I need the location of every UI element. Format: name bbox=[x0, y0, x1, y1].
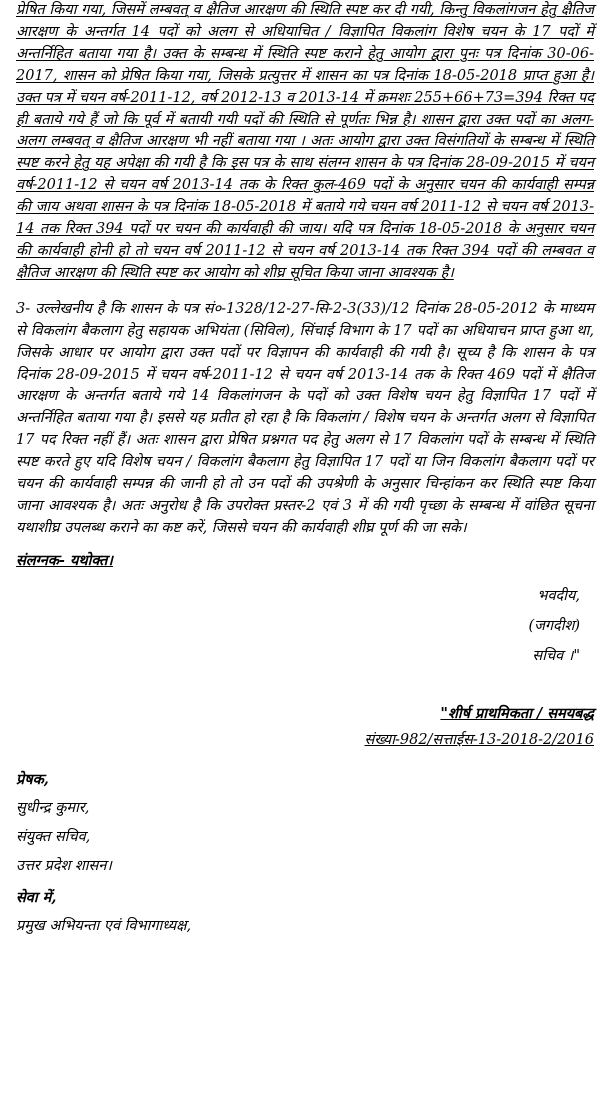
closing-salutation: भवदीय, bbox=[537, 587, 580, 604]
signature-block bbox=[16, 581, 594, 671]
sender-line: उत्तर प्रदेश शासन। bbox=[16, 857, 112, 874]
recipient-line: प्रमुख अभियन्ता एवं विभागाध्यक्ष, bbox=[16, 917, 192, 934]
paragraph-continued: प्रेषित किया गया, जिसमें लम्बवत् व क्षैतिज आरक्षण की स्थिति स्पष्ट कर दी गयी, किन्तु विकलांगजन हेतु क्षैतिज आरक्षण के अन्तर्गत 14 पदों को अलग से अधियाचित / विज्ञापित विकलांग विशेष चयन के 17 पदों में अन्तर्निहित बताया गया है। उक्त के सम्बन्ध में स्थिति स्पष्ट कराने हेतु आयोग द्वारा पुनः पत्र दिनांक 30-06-2017, शासन को प्रेषित किया गया, जिसके प्रत्युत्तर में शासन का पत्र दिनांक 18-05-2018 प्राप्त हुआ है। उक्त पत्र में चयन वर्ष-2011-12, वर्ष 2012-13 व 2013-14 में क्रमशः 255+66+73=394 रिक्त पद ही बताये गये हैं जो कि पूर्व में बतायी गयी पदों की स्थिति से पूर्णतः भिन्न है। शासन द्वारा उक्त पदों का अलग-अलग लम्बवत् व क्षैतिज आरक्षण भी नहीं बताया गया । अतः आयोग द्वारा उक्त विसंगतियों के सम्बन्ध में स्थिति स्पष्ट करने हेतु यह अपेक्षा की गयी है कि इस पत्र के साथ संलग्न शासन के पत्र दिनांक 28-09-2015 में चयन वर्ष-2011-12 से चयन वर्ष 2013-14 तक के रिक्त कुल-469 पदों के अनुसार चयन की कार्यवाही सम्पन्न की जाय अथवा शासन के पत्र दिनांक 18-05-2018 में बताये गये चयन वर्ष 2011-12 से चयन वर्ष 2013-14 तक रिक्त 394 पदों पर चयन की कार्यवाही की जाय। यदि पत्र दिनांक 18-05-2018 के अनुसार चयन की कार्यवाही होनी हो तो चयन वर्ष 2011-12 से चयन वर्ष 2013-14 तक रिक्त 394 पदों की लम्बवत व क्षैतिज आरक्षण की स्थिति स्पष्ट कर आयोग को शीघ्र सूचित किया जाना आवश्यक है। bbox=[16, 2, 594, 281]
sender-block bbox=[16, 765, 594, 881]
signatory-designation: सचिव ।" bbox=[532, 647, 580, 664]
paragraph-3: 3- उल्लेखनीय है कि शासन के पत्र सं०-1328/12-27-सि-2-3(33)/12 दिनांक 28-05-2012 के माध्यम से विकलांग बैकलाग हेतु सहायक अभियंता (सिविल), सिंचाई विभाग के 17 पदों का अधियाचन प्राप्त हुआ था, जिसके आधार पर आयोग द्वारा उक्त पदों पर विज्ञापन की कार्यवाही की गयी है। सूच्य है कि शासन के पत्र दिनांक 28-09-2015 में चयन वर्ष-2011-12 से चयन वर्ष 2013-14 तक के रिक्त 469 पदों में क्षैतिज आरक्षण के अन्तर्गत बताये गये 14 विकलांगजन के पदों को उक्त विशेष चयन हेतु विज्ञापित 17 पदों में अन्तर्निहित बताया गया है। इससे यह प्रतीत हो रहा है कि विकलांग / विशेष चयन के अन्तर्गत अलग से विज्ञापित 17 पद रिक्त नहीं हैं। अतः शासन द्वारा प्रेषित प्रश्नगत पद हेतु अलग से 17 विकलांग पदों के सम्बन्ध में स्थिति स्पष्ट करते हुए यदि विशेष चयन / विकलांग बैकलाग हेतु विज्ञापित 17 पदों या जिन विकलांग बैकलाग पदों पर चयन की कार्यवाही सम्पन्न की जानी हो तो उन पदों की उपश्रेणी के अनुसार चिन्हांकन कर स्थिति स्पष्ट किया जाना आवश्यक है। अतः अनुरोध है कि उपरोक्त प्रस्तर-2 एवं 3 में की गयी पृच्छा के सम्बन्ध में वांछित सूचना यथाशीघ्र उपलब्ध कराने का कष्ट करें, जिससे चयन की कार्यवाही शीघ्र पूर्ण की जा सके। bbox=[16, 300, 594, 536]
sender-line: संयुक्त सचिव, bbox=[16, 828, 91, 845]
sender-label: प्रेषक, bbox=[16, 770, 49, 788]
recipient-block bbox=[16, 883, 594, 941]
signatory-name: (जगदीश) bbox=[528, 617, 580, 634]
sender-line: सुधीन्द्र कुमार, bbox=[16, 799, 90, 816]
priority-marking: "शीर्ष प्राथमिकता / समयबद्ध bbox=[440, 704, 594, 722]
enclosure-note: संलग्नक- यथोक्त। bbox=[16, 551, 113, 569]
reference-number: संख्या-982/सत्ताईस-13-2018-2/2016 bbox=[364, 731, 594, 748]
recipient-label: सेवा में, bbox=[16, 888, 57, 906]
